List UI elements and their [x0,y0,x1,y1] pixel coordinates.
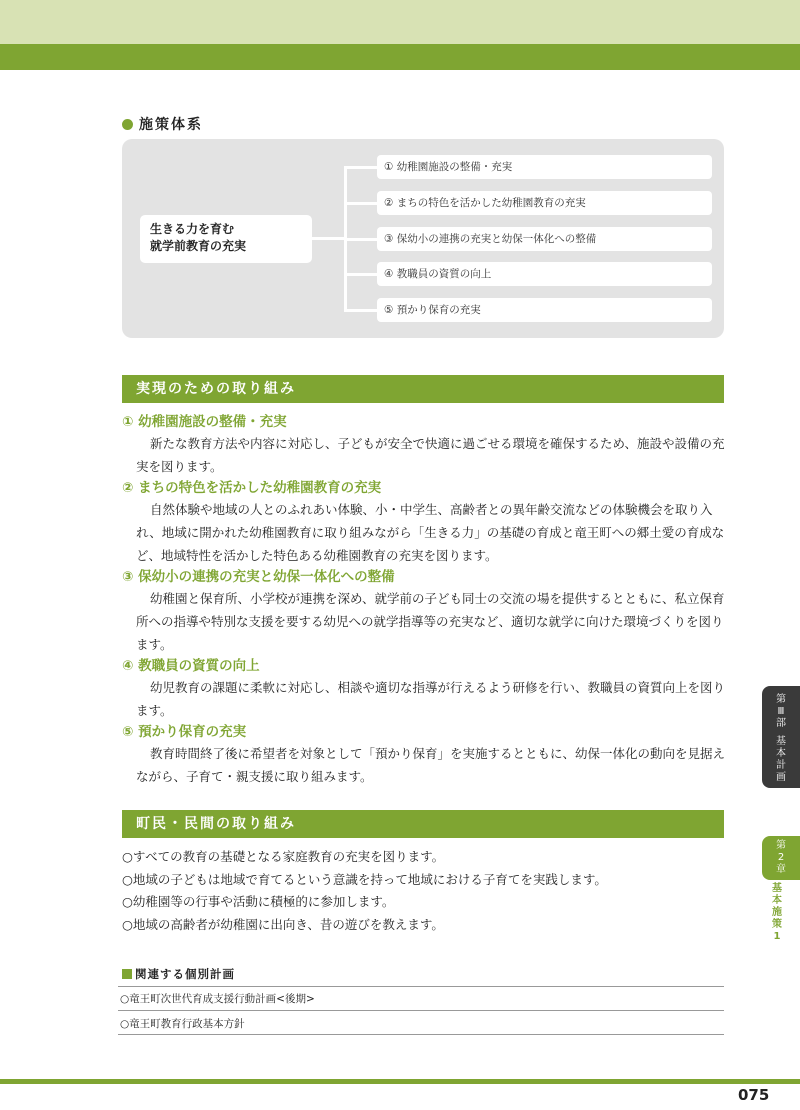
realization-header: 実現のための取り組み [122,375,724,403]
realization-item-body: 幼児教育の課題に柔軟に対応し、相談や適切な指導が行えるよう研修を行い、教職員の資質向上を図ります。 [136,680,726,718]
connector-line [344,309,377,312]
realization-item-title: ⑤ 預かり保育の充実 [122,724,247,740]
realization-item [122,412,726,478]
root-goal-line2: 就学前教育の充実 [150,239,247,253]
top-band [0,0,800,44]
related-plan-item: ○竜王町教育行政基本方針 [120,1018,245,1030]
realization-item-title: ③ 保幼小の連携の充実と幼保一体化への整備 [122,569,395,585]
part-tab-char: 部 [776,718,786,729]
connector-line [344,238,377,241]
measure-char: 施 [772,907,782,918]
list-item: ○すべての教育の基礎となる家庭教育の充実を図ります。 [122,849,445,864]
connector-line [344,166,377,169]
measure-char: 1 [773,931,781,942]
root-goal-box [140,215,312,263]
connector-line [344,202,377,205]
part-tab-char: 本 [776,748,786,759]
measure-char: 本 [772,895,782,906]
part-tab-char: Ⅲ [777,706,785,717]
realization-item [122,656,726,722]
policy-item: ③ 保幼小の連携の充実と幼保一体化への整備 [377,227,712,251]
related-plans-heading-text: 関連する個別計画 [135,967,235,981]
bullet-dot-icon [122,119,133,130]
bottom-bar [0,1079,800,1084]
list-item: ○幼稚園等の行事や活動に積極的に参加します。 [122,894,395,909]
list-item: ○地域の子どもは地域で育てるという意識を持って地域における子育てを実践します。 [122,871,607,887]
divider [118,1010,724,1011]
policy-system-heading [122,114,203,134]
realization-item-body: 幼稚園と保育所、小学校が連携を深め、就学前の子ども同士の交流の場を提供するとともに、私立保育所への指導や特別な支援を要する幼児への就学指導等の充実など、適切な就学に向けた環境づくりを図ります。 [136,591,725,652]
part-tab-char: 基 [776,736,786,747]
measure-char: 基 [772,883,782,894]
chapter-tab-char: 章 [776,864,786,875]
connector-line [312,237,345,240]
root-goal-line1: 生きる力を育む [150,222,235,236]
citizens-list [122,846,726,936]
realization-item-title: ④ 教職員の資質の向上 [122,658,260,674]
policy-item: ① 幼稚園施設の整備・充実 [377,155,712,179]
part-tab-char: 画 [776,772,786,783]
realization-item [122,478,726,567]
page-number: 075 [738,1086,770,1104]
realization-item-body: 教育時間終了後に希望者を対象として「預かり保育」を実施するとともに、幼保一体化の動向を見据えながら、子育て・親支援に取り組みます。 [136,746,726,784]
part-tab [762,686,800,788]
chapter-tab [762,836,800,880]
realization-item-title: ① 幼稚園施設の整備・充実 [122,414,287,430]
citizens-header: 町民・民間の取り組み [122,810,724,838]
chapter-tab-char: 2 [777,852,785,863]
realization-item [122,722,726,788]
part-tab-char: 第 [776,694,786,705]
part-tab-char: 計 [776,760,786,771]
measure-char: 策 [772,919,782,930]
square-bullet-icon [122,969,132,979]
connector-line [344,273,377,276]
measure-label [770,883,784,943]
policy-item: ⑤ 預かり保育の充実 [377,298,712,322]
related-plan-item: ○竜王町次世代育成支援行動計画<後期> [120,993,315,1005]
chapter-tab-char: 第 [776,840,786,851]
policy-system-diagram [122,139,724,338]
realization-item-title: ② まちの特色を活かした幼稚園教育の充実 [122,480,382,496]
policy-item: ② まちの特色を活かした幼稚園教育の充実 [377,191,712,215]
realization-item-body: 自然体験や地域の人とのふれあい体験、小・中学生、高齢者との異年齢交流などの体験機会を取り入れ、地域に開かれた幼稚園教育に取り組みながら「生きる力」の基礎の育成と竜王町への郷土愛の育成など、地域特性を活かした特色ある幼稚園教育の充実を図ります。 [136,502,725,563]
policy-system-heading-text: 施策体系 [139,117,203,133]
realization-item [122,567,726,656]
list-item: ○地域の高齢者が幼稚園に出向き、昔の遊びを教えます。 [122,916,444,932]
divider [118,986,724,987]
divider [118,1034,724,1035]
top-bar [0,44,800,70]
realization-item-body: 新たな教育方法や内容に対応し、子どもが安全で快適に過ごせる環境を確保するため、施設や設備の充実を図ります。 [136,436,725,474]
related-plans-heading [122,966,235,982]
policy-item: ④ 教職員の資質の向上 [377,262,712,286]
